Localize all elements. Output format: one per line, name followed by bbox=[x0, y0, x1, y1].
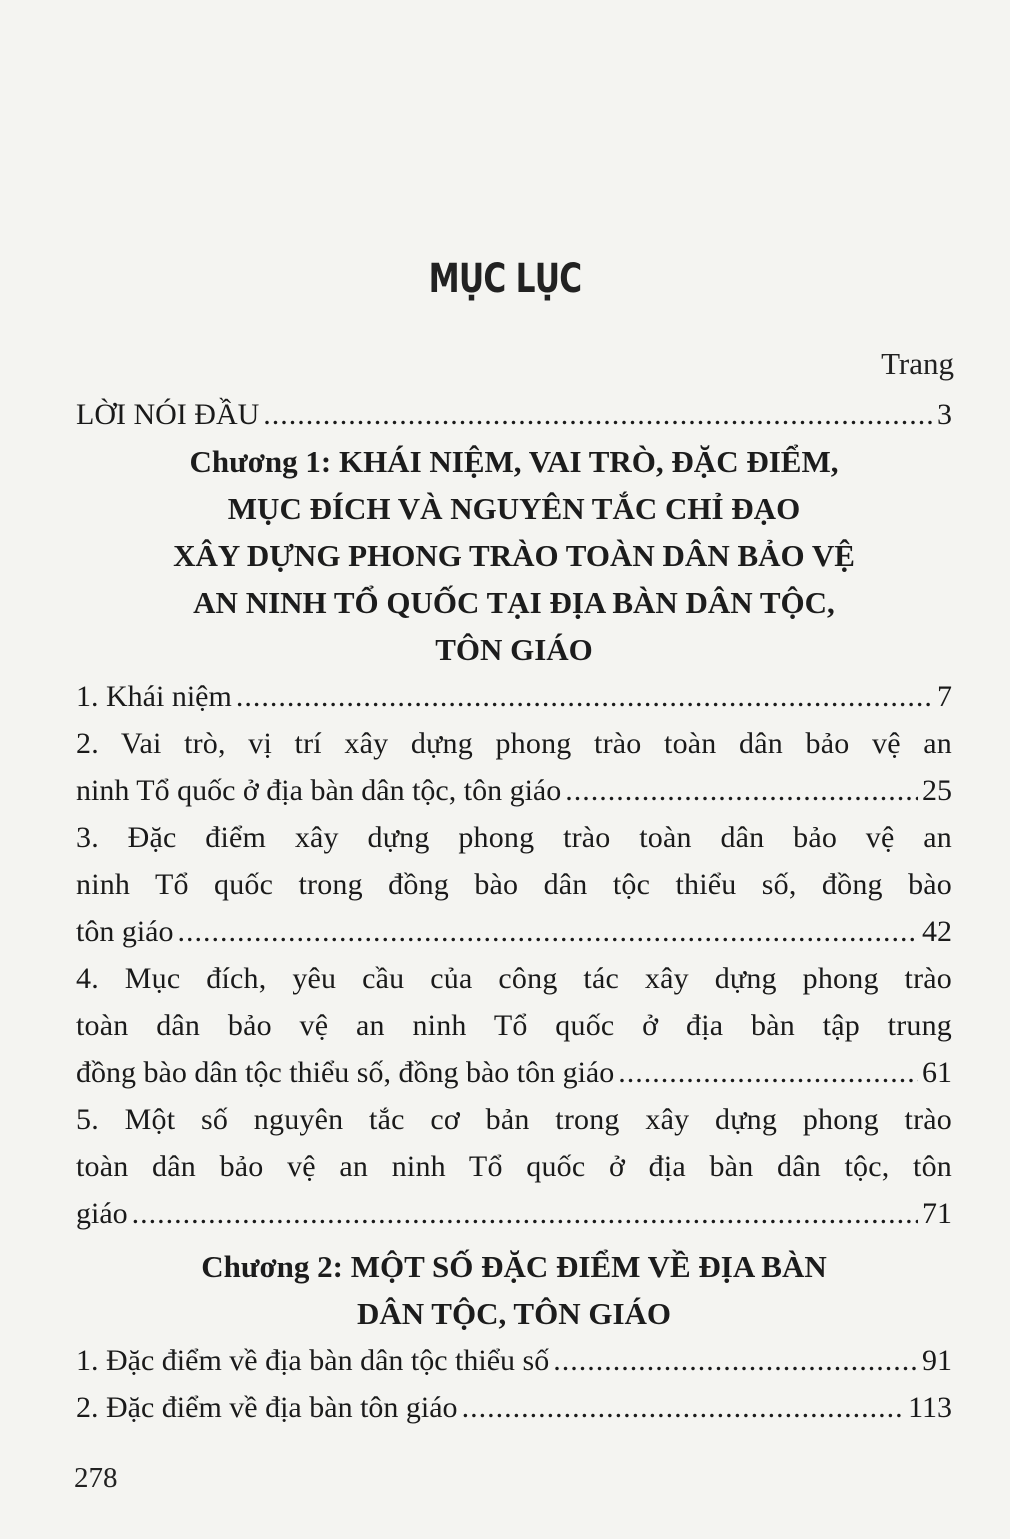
chapter-heading-line: Chương 1: KHÁI NIỆM, VAI TRÒ, ĐẶC ĐIỂM, bbox=[189, 444, 839, 479]
toc-entry-text: 1. Khái niệm bbox=[76, 680, 232, 713]
toc-entry-last-line bbox=[76, 767, 952, 814]
toc-entry bbox=[76, 720, 952, 814]
toc-entry-page: 61 bbox=[922, 1056, 952, 1089]
toc-entry-line: 5. Một số nguyên tắc cơ bản trong xây dựng phong trào bbox=[76, 1103, 952, 1136]
toc-entry-text: đồng bào dân tộc thiểu số, đồng bào tôn giáo bbox=[76, 1056, 615, 1089]
chapter-heading-line: AN NINH TỔ QUỐC TẠI ĐỊA BÀN DÂN TỘC, bbox=[193, 585, 835, 620]
toc-entry bbox=[76, 955, 952, 1096]
dot-leader bbox=[178, 908, 919, 955]
toc-entry-text: ninh Tổ quốc ở địa bàn dân tộc, tôn giáo bbox=[76, 774, 562, 807]
toc-entry-line: 4. Mục đích, yêu cầu của công tác xây dựng phong trào bbox=[76, 962, 952, 995]
toc-entry-page: 3 bbox=[937, 398, 952, 431]
toc-entry-text: LỜI NÓI ĐẦU bbox=[76, 398, 260, 431]
toc-entry-text: giáo bbox=[76, 1197, 128, 1230]
chapter-heading-line: Chương 2: MỘT SỐ ĐẶC ĐIỂM VỀ ĐỊA BÀN bbox=[201, 1249, 827, 1284]
toc-entry-page: 71 bbox=[922, 1197, 952, 1230]
toc-entry-page: 7 bbox=[937, 680, 952, 713]
toc-entry-last-line bbox=[76, 908, 952, 955]
toc-entry-line: ninh Tổ quốc trong đồng bào dân tộc thiểu số, đồng bào bbox=[76, 868, 952, 901]
toc-entry bbox=[76, 1337, 952, 1384]
toc-entry bbox=[76, 1096, 952, 1237]
dot-leader bbox=[263, 391, 933, 438]
chapter-2-heading bbox=[76, 1243, 952, 1337]
dot-leader bbox=[132, 1190, 918, 1237]
chapter-heading-line: MỤC ĐÍCH VÀ NGUYÊN TẮC CHỈ ĐẠO bbox=[227, 491, 801, 526]
toc-entry-foreword bbox=[76, 391, 952, 438]
toc-entry-last-line bbox=[76, 1337, 952, 1384]
dot-leader bbox=[236, 673, 933, 720]
page-column-header: Trang bbox=[881, 346, 954, 381]
toc-entry-text: 2. Đặc điểm về địa bàn tôn giáo bbox=[76, 1391, 458, 1424]
toc-entry-last-line bbox=[76, 1190, 952, 1237]
toc-entry-page: 25 bbox=[922, 774, 952, 807]
page-number: 278 bbox=[74, 1462, 118, 1494]
toc-entry-line: toàn dân bảo vệ an ninh Tổ quốc ở địa bàn tập trung bbox=[76, 1009, 952, 1042]
toc-entry-page: 91 bbox=[922, 1344, 952, 1377]
table-of-contents bbox=[76, 391, 952, 1431]
toc-entry-text: tôn giáo bbox=[76, 915, 174, 948]
dot-leader bbox=[462, 1384, 905, 1431]
toc-entry bbox=[76, 814, 952, 955]
chapter-heading-line: DÂN TỘC, TÔN GIÁO bbox=[356, 1296, 672, 1331]
chapter-heading-line: TÔN GIÁO bbox=[435, 632, 593, 667]
dot-leader bbox=[553, 1337, 918, 1384]
toc-entry-line: 2. Vai trò, vị trí xây dựng phong trào toàn dân bảo vệ an bbox=[76, 727, 952, 760]
toc-entry bbox=[76, 1384, 952, 1431]
toc-entry bbox=[76, 673, 952, 720]
chapter-1-heading bbox=[76, 438, 952, 673]
toc-entry-line: toàn dân bảo vệ an ninh Tổ quốc ở địa bàn dân tộc, tôn bbox=[76, 1150, 952, 1183]
dot-leader bbox=[618, 1049, 918, 1096]
toc-entry-last-line bbox=[76, 1384, 952, 1431]
toc-entry-text: 1. Đặc điểm về địa bàn dân tộc thiểu số bbox=[76, 1344, 550, 1377]
toc-entry-last-line bbox=[76, 673, 952, 720]
page-title: MỤC LỤC bbox=[428, 256, 582, 302]
dot-leader bbox=[565, 767, 918, 814]
chapter-heading-line: XÂY DỰNG PHONG TRÀO TOÀN DÂN BẢO VỆ bbox=[173, 538, 855, 573]
toc-entry-page: 42 bbox=[922, 915, 952, 948]
toc-entry-last-line bbox=[76, 1049, 952, 1096]
toc-entry-line: 3. Đặc điểm xây dựng phong trào toàn dân bảo vệ an bbox=[76, 821, 952, 854]
toc-entry-page: 113 bbox=[908, 1391, 952, 1424]
